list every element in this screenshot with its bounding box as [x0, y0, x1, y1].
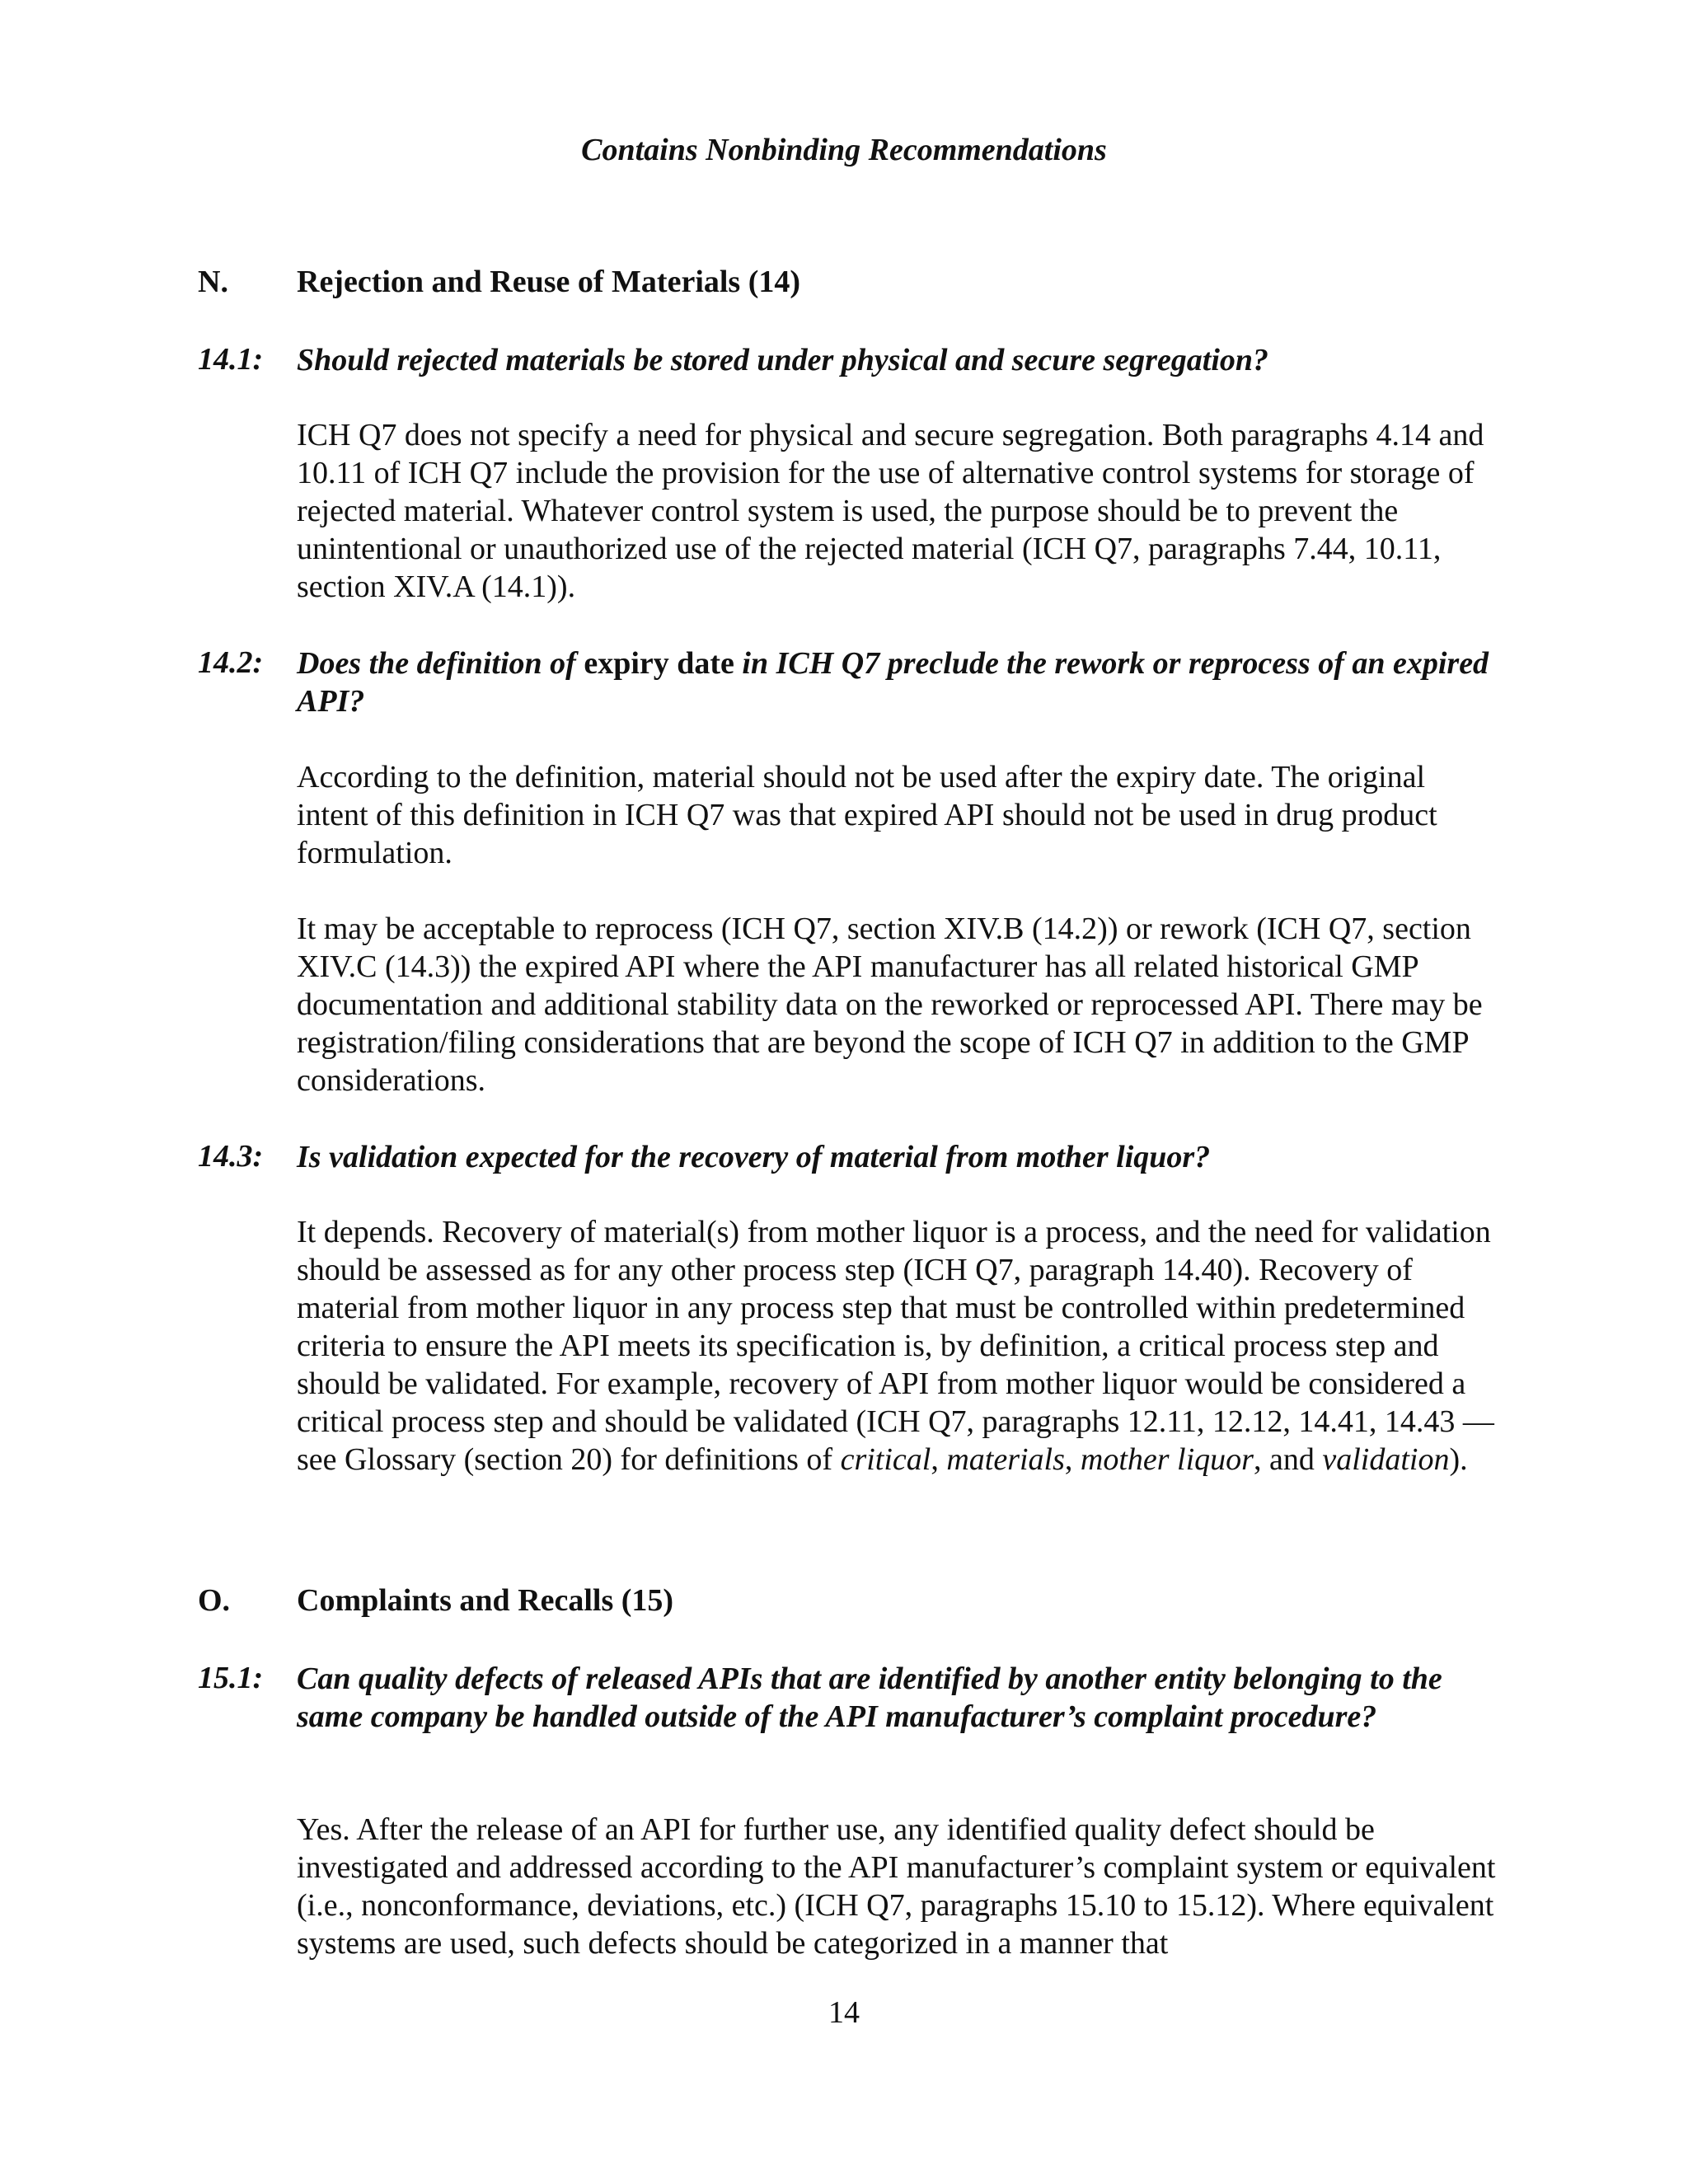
question-number-14-1: 14.1:	[198, 342, 264, 377]
answer-15-1: Yes. After the release of an API for further use, any identified quality defect should be investigated and addressed according to the API manufacturer’s complaint system or equivalent (i.e., nonconformance, deviations, etc.) (ICH Q7, paragraphs 15.10 to 15.12). Where equivalent systems are used, such defects should be categorized in a manner that	[297, 1812, 1496, 1961]
glossary-term: validation	[1322, 1442, 1450, 1477]
question-14-1: Should rejected materials be stored under physical and secure segregation?	[297, 343, 1269, 377]
answer-14-2-paragraph-1: According to the definition, material should not be used after the expiry date. The original intent of this definition in ICH Q7 was that expired API should not be used in drug product formulation.	[297, 760, 1437, 870]
answer-text: ).	[1449, 1442, 1468, 1477]
separator: ,	[1064, 1442, 1081, 1477]
separator: ,	[931, 1442, 947, 1477]
question-text: Does the definition of	[297, 646, 584, 681]
section-letter: O.	[198, 1583, 231, 1618]
section-letter: N.	[198, 265, 228, 299]
question-15-1: Can quality defects of released APIs that are identified by another entity belonging to the same company be handled outside of the API manufacturer’s complaint procedure?	[297, 1661, 1442, 1734]
answer-14-2-paragraph-2: It may be acceptable to reprocess (ICH Q7, section XIV.B (14.2)) or rework (ICH Q7, section XIV.C (14.3)) the expired API where the API manufacturer has all related historical GMP documentation and additional stability data on the reworked or reprocessed API. There may be registration/filing considerations that are beyond the scope of ICH Q7 in addition to the GMP considerations.	[297, 912, 1483, 1098]
answer-14-3	[297, 1213, 1500, 1479]
glossary-term: mother liquor	[1080, 1442, 1254, 1477]
page-header: Contains Nonbinding Recommendations	[581, 133, 1107, 167]
section-title: Complaints and Recalls (15)	[297, 1583, 674, 1618]
question-text: in ICH Q7 preclude the rework or reprocess of an expired API?	[297, 646, 1489, 719]
question-14-3: Is validation expected for the recovery of material from mother liquor?	[297, 1140, 1211, 1174]
question-number-15-1: 15.1:	[198, 1661, 264, 1695]
glossary-term: materials	[946, 1442, 1065, 1477]
glossary-term: critical	[840, 1442, 931, 1477]
answer-14-1: ICH Q7 does not specify a need for physical and secure segregation. Both paragraphs 4.14 and 10.11 of ICH Q7 include the provision for the use of alternative control systems for storage of rejected material. Whatever control system is used, the purpose should be to prevent the unintentional or unauthorized use of the rejected material (ICH Q7, paragraphs 7.44, 10.11, section XIV.A (14.1)).	[297, 418, 1484, 604]
answer-text: It depends. Recovery of material(s) from mother liquor is a process, and the need for validation should be assessed as for any other process step (ICH Q7, paragraph 14.40). Recovery of material from mother liquor in any process step that must be controlled within predetermined criteria to ensure the API meets its specification is, by definition, a critical process step and should be validated. For example, recovery of API from mother liquor would be considered a critical process step and should be validated (ICH Q7, paragraphs 12.11, 12.12, 14.41, 14.43 — see Glossary (section 20) for definitions of	[297, 1215, 1494, 1477]
question-14-2	[297, 644, 1500, 720]
separator: , and	[1253, 1442, 1323, 1477]
section-title: Rejection and Reuse of Materials (14)	[297, 265, 801, 299]
question-number-14-2: 14.2:	[198, 645, 264, 680]
page-number: 14	[828, 1995, 860, 2030]
question-number-14-3: 14.3:	[198, 1139, 264, 1174]
question-term: expiry date	[584, 646, 734, 681]
